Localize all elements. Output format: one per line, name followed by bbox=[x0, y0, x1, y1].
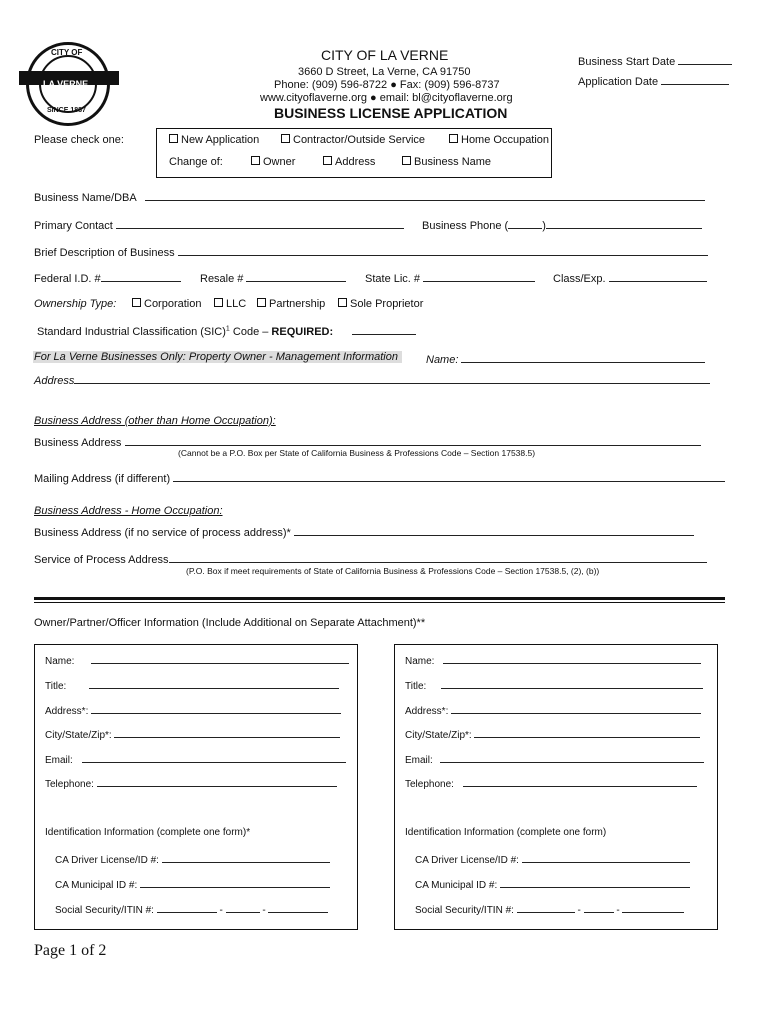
owner-info-heading: For La Verne Businesses Only: Property Owner - Management Information bbox=[33, 351, 402, 363]
left-muni-field[interactable] bbox=[55, 877, 330, 891]
left-city-field[interactable] bbox=[45, 727, 340, 741]
right-city-field[interactable] bbox=[405, 727, 700, 741]
description-line bbox=[178, 245, 708, 256]
right-email-line bbox=[440, 752, 704, 763]
business-name-label: Business Name/DBA bbox=[34, 192, 137, 204]
owner-name-line bbox=[461, 352, 705, 363]
home-business-address-line bbox=[294, 525, 694, 536]
change-of-label: Change of: bbox=[169, 156, 223, 168]
right-ssn-field[interactable]: Social Security/ITIN #: - - bbox=[415, 902, 684, 916]
change-address-option[interactable] bbox=[323, 156, 375, 168]
change-address-label: Address bbox=[335, 156, 376, 168]
application-type-box bbox=[156, 128, 552, 178]
city-phone: Phone: (909) 596-8722 ● Fax: (909) 596-8737 bbox=[274, 79, 500, 91]
section-divider bbox=[34, 597, 725, 600]
sic-label: Standard Industrial Classification (SIC) bbox=[37, 326, 226, 338]
right-dl-field[interactable] bbox=[415, 852, 690, 866]
sic-required: REQUIRED: bbox=[271, 326, 334, 338]
business-address-heading: Business Address (other than Home Occupation): bbox=[34, 415, 276, 427]
right-address-label: Address*: bbox=[405, 706, 449, 717]
right-muni-line bbox=[500, 877, 690, 888]
description-label: Brief Description of Business bbox=[34, 247, 175, 259]
new-application-checkbox[interactable] bbox=[169, 134, 178, 143]
city-name: CITY OF LA VERNE bbox=[321, 47, 449, 63]
right-ssn-line-2 bbox=[584, 902, 614, 913]
right-title-field[interactable] bbox=[405, 678, 703, 692]
primary-contact-field[interactable] bbox=[34, 218, 404, 232]
left-name-label: Name: bbox=[45, 656, 75, 667]
class-exp-field[interactable] bbox=[553, 271, 707, 285]
state-license-line bbox=[423, 271, 535, 282]
phone-close-paren: ) bbox=[542, 220, 546, 232]
partnership-option[interactable] bbox=[257, 298, 325, 310]
business-phone-label: Business Phone ( bbox=[422, 220, 509, 232]
service-address-field[interactable] bbox=[34, 552, 707, 566]
corporation-checkbox[interactable] bbox=[132, 298, 141, 307]
right-tel-field[interactable] bbox=[405, 776, 697, 790]
right-city-label: City/State/Zip*: bbox=[405, 730, 472, 741]
mailing-address-field[interactable] bbox=[34, 471, 725, 485]
right-muni-label: CA Municipal ID #: bbox=[415, 880, 498, 891]
corporation-label: Corporation bbox=[144, 298, 202, 310]
right-title-label: Title: bbox=[405, 681, 427, 692]
left-dl-field[interactable] bbox=[55, 852, 330, 866]
right-tel-line bbox=[463, 776, 697, 787]
right-email-field[interactable] bbox=[405, 752, 704, 766]
right-tel-label: Telephone: bbox=[405, 779, 454, 790]
owner-address-line bbox=[74, 373, 710, 384]
mailing-address-line bbox=[173, 471, 725, 482]
left-id-heading: Identification Information (complete one form)* bbox=[45, 827, 251, 838]
business-address-label: Business Address bbox=[34, 437, 122, 449]
left-ssn-line-2 bbox=[226, 902, 260, 913]
city-web: www.cityoflaverne.org ● email: bl@cityoflaverne.org bbox=[260, 92, 513, 104]
area-code-line bbox=[508, 218, 542, 229]
corporation-option[interactable] bbox=[132, 298, 201, 310]
sole-proprietor-label: Sole Proprietor bbox=[350, 298, 424, 310]
ownership-type-label: Ownership Type: bbox=[34, 298, 117, 310]
contractor-option[interactable] bbox=[281, 134, 425, 146]
owner-address-label: Address bbox=[34, 375, 75, 387]
right-dl-label: CA Driver License/ID #: bbox=[415, 855, 519, 866]
left-tel-label: Telephone: bbox=[45, 779, 94, 790]
primary-contact-label: Primary Contact bbox=[34, 220, 113, 232]
seal-band-text: LA VERNE bbox=[43, 79, 89, 89]
app-date-label: Application Date bbox=[578, 76, 659, 88]
state-license-field[interactable] bbox=[365, 271, 535, 285]
change-bizname-label: Business Name bbox=[414, 156, 492, 168]
right-name-line bbox=[443, 653, 701, 664]
service-address-line bbox=[169, 552, 707, 563]
phone-number-line bbox=[546, 218, 702, 229]
federal-id-field[interactable] bbox=[34, 271, 181, 285]
left-title-field[interactable] bbox=[45, 678, 339, 692]
partnership-label: Partnership bbox=[269, 298, 326, 310]
right-email-label: Email: bbox=[405, 755, 433, 766]
right-name-field[interactable] bbox=[405, 653, 701, 667]
home-occupation-heading: Business Address - Home Occupation: bbox=[34, 505, 223, 517]
business-name-line bbox=[145, 190, 705, 201]
class-exp-label: Class/Exp. bbox=[553, 273, 606, 285]
sic-field[interactable] bbox=[37, 324, 416, 338]
left-email-field[interactable] bbox=[45, 752, 346, 766]
service-note: (P.O. Box if meet requirements of State of California Business & Professions Code – Section 17538.5, (2), (b)) bbox=[186, 566, 600, 576]
left-dl-label: CA Driver License/ID #: bbox=[55, 855, 159, 866]
owner-name-label: Name: bbox=[426, 354, 459, 366]
change-address-checkbox[interactable] bbox=[323, 156, 332, 165]
left-ssn-field[interactable]: Social Security/ITIN #: - - bbox=[55, 902, 328, 916]
change-owner-checkbox[interactable] bbox=[251, 156, 260, 165]
check-label: Please check one: bbox=[34, 134, 124, 146]
po-box-note: (Cannot be a P.O. Box per State of California Business & Professions Code – Section 17538.5) bbox=[178, 448, 536, 458]
right-address-field[interactable] bbox=[405, 703, 701, 717]
description-field[interactable] bbox=[34, 245, 708, 259]
business-name-field[interactable] bbox=[34, 190, 705, 204]
start-date-line bbox=[678, 54, 732, 65]
start-date-label: Business Start Date bbox=[578, 56, 676, 68]
left-name-field[interactable] bbox=[45, 653, 349, 667]
sic-footnote: 1 bbox=[225, 325, 230, 333]
left-email-label: Email: bbox=[45, 755, 73, 766]
change-owner-option[interactable] bbox=[251, 156, 295, 168]
page-number: Page 1 of 2 bbox=[34, 942, 107, 959]
left-name-line bbox=[91, 653, 349, 664]
right-id-heading: Identification Information (complete one form) bbox=[405, 827, 607, 838]
resale-label: Resale # bbox=[200, 273, 244, 285]
left-ssn-label: Social Security/ITIN #: bbox=[55, 905, 154, 916]
left-address-field[interactable] bbox=[45, 703, 341, 717]
sic-line bbox=[352, 324, 416, 335]
business-address-line bbox=[125, 435, 701, 446]
home-occupation-label: Home Occupation bbox=[461, 134, 550, 146]
app-date-line bbox=[661, 74, 729, 85]
left-dl-line bbox=[162, 852, 330, 863]
resale-field[interactable] bbox=[200, 271, 346, 285]
owners-heading: Owner/Partner/Officer Information (Include Additional on Separate Attachment)** bbox=[34, 617, 426, 629]
left-email-line bbox=[82, 752, 346, 763]
llc-checkbox[interactable] bbox=[214, 298, 223, 307]
state-license-label: State Lic. # bbox=[365, 273, 421, 285]
business-address-field[interactable] bbox=[34, 435, 701, 449]
federal-id-label: Federal I.D. # bbox=[34, 273, 101, 285]
new-application-option[interactable] bbox=[169, 134, 259, 146]
left-city-label: City/State/Zip*: bbox=[45, 730, 112, 741]
llc-option[interactable] bbox=[214, 298, 246, 310]
home-occupation-checkbox[interactable] bbox=[449, 134, 458, 143]
app-date-field[interactable] bbox=[578, 74, 729, 88]
section-divider-thin bbox=[34, 602, 725, 603]
partnership-checkbox[interactable] bbox=[257, 298, 266, 307]
left-address-line bbox=[91, 703, 341, 714]
owner-card-left bbox=[34, 644, 358, 930]
left-ssn-line-3 bbox=[268, 902, 328, 913]
change-bizname-checkbox[interactable] bbox=[402, 156, 411, 165]
sole-proprietor-checkbox[interactable] bbox=[338, 298, 347, 307]
right-title-line bbox=[441, 678, 703, 689]
owner-card-right bbox=[394, 644, 718, 930]
owner-name-field[interactable] bbox=[426, 352, 705, 366]
resale-line bbox=[246, 271, 346, 282]
left-city-line bbox=[114, 727, 340, 738]
left-title-label: Title: bbox=[45, 681, 67, 692]
home-business-address-label: Business Address (if no service of process address)* bbox=[34, 527, 291, 539]
federal-id-line bbox=[101, 271, 181, 282]
owner-address-field[interactable] bbox=[34, 373, 710, 387]
form-title: BUSINESS LICENSE APPLICATION bbox=[274, 105, 508, 121]
left-address-label: Address*: bbox=[45, 706, 89, 717]
left-tel-line bbox=[97, 776, 337, 787]
right-muni-field[interactable] bbox=[415, 877, 690, 891]
home-business-address-field[interactable] bbox=[34, 525, 694, 539]
contractor-label: Contractor/Outside Service bbox=[293, 134, 426, 146]
llc-label: LLC bbox=[226, 298, 247, 310]
class-exp-line bbox=[609, 271, 707, 282]
seal-bottom-text: SINCE 1887 bbox=[47, 107, 86, 114]
sic-code-text: Code – bbox=[229, 326, 272, 338]
new-application-label: New Application bbox=[181, 134, 260, 146]
business-phone-field[interactable] bbox=[422, 218, 702, 232]
start-date-field[interactable] bbox=[578, 54, 732, 68]
change-owner-label: Owner bbox=[263, 156, 296, 168]
left-muni-label: CA Municipal ID #: bbox=[55, 880, 138, 891]
mailing-address-label: Mailing Address (if different) bbox=[34, 473, 171, 485]
right-address-line bbox=[451, 703, 701, 714]
seal-top-text: CITY OF bbox=[51, 48, 83, 57]
left-tel-field[interactable] bbox=[45, 776, 337, 790]
right-ssn-line-1 bbox=[517, 902, 575, 913]
change-bizname-option[interactable] bbox=[402, 156, 491, 168]
home-occupation-option[interactable] bbox=[449, 134, 549, 146]
right-dl-line bbox=[522, 852, 690, 863]
service-address-label: Service of Process Address bbox=[34, 554, 169, 566]
right-ssn-label: Social Security/ITIN #: bbox=[415, 905, 514, 916]
contractor-checkbox[interactable] bbox=[281, 134, 290, 143]
right-name-label: Name: bbox=[405, 656, 435, 667]
left-ssn-line-1 bbox=[157, 902, 217, 913]
city-address: 3660 D Street, La Verne, CA 91750 bbox=[298, 66, 471, 78]
sole-proprietor-option[interactable] bbox=[338, 298, 423, 310]
right-city-line bbox=[474, 727, 700, 738]
left-title-line bbox=[89, 678, 339, 689]
city-seal bbox=[26, 42, 110, 126]
primary-contact-line bbox=[116, 218, 404, 229]
left-muni-line bbox=[140, 877, 330, 888]
right-ssn-line-3 bbox=[622, 902, 684, 913]
